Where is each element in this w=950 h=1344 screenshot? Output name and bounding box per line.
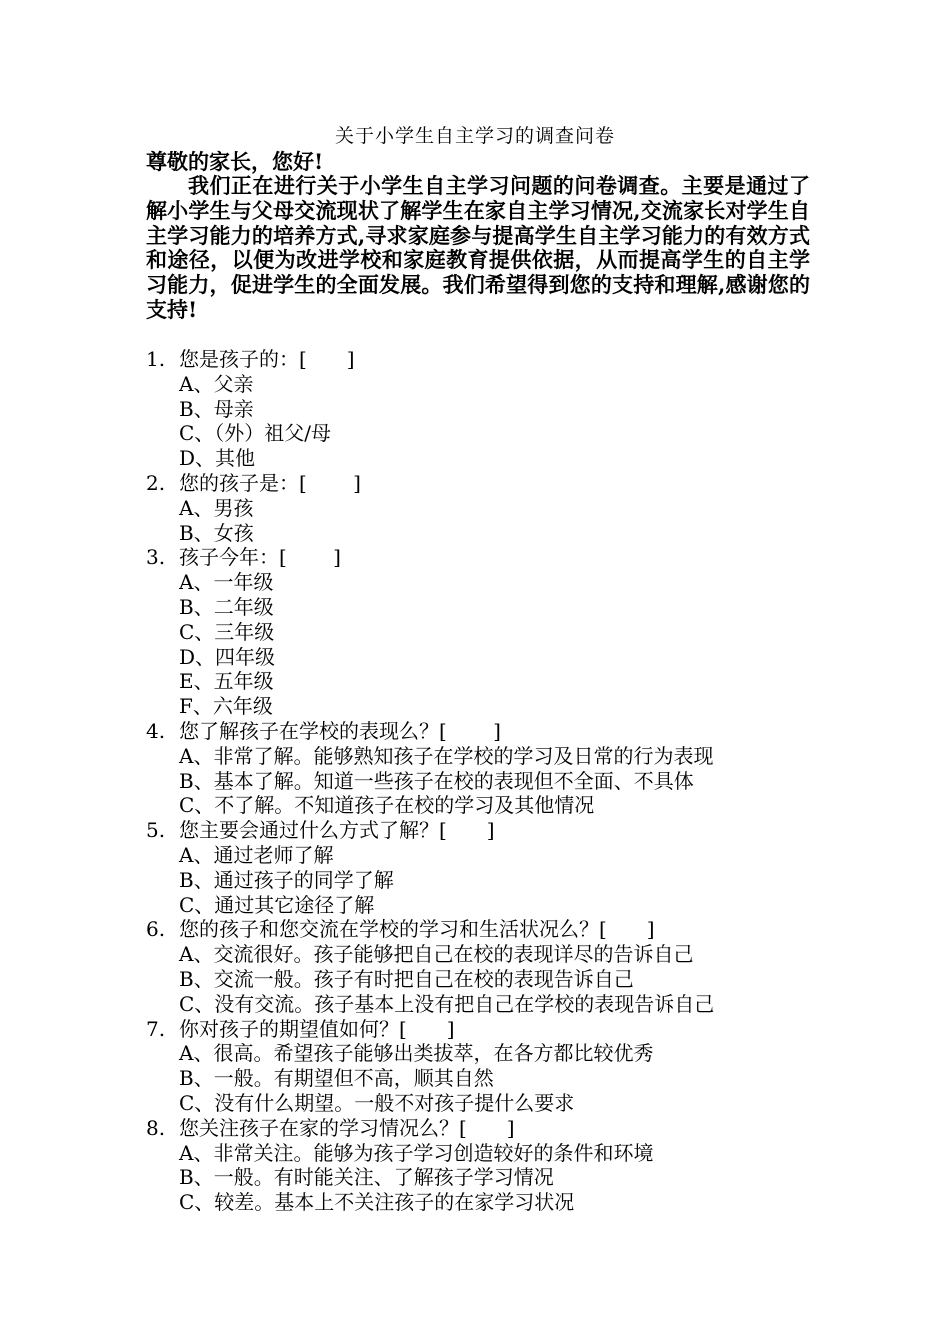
answer-option: B、母亲 [179, 396, 254, 421]
question-title [146, 818, 846, 843]
answer-option: B、交流一般。孩子有时把自己在校的表现告诉自己 [179, 966, 634, 991]
answer-option: C、不了解。不知道孩子在校的学习及其他情况 [179, 793, 595, 818]
question-item [146, 545, 846, 719]
question-title [146, 719, 846, 744]
question-text: 您的孩子和您交流在学校的学习和生活状况么？[ ] [179, 917, 655, 942]
intro-paragraph: 我们正在进行关于小学生自主学习问题的问卷调查。主要是通过了解小学生与父母交流现状了解学生在家自主学习情况,交流家长对学生自主学习能力的培养方式,寻求家庭参与提高学生自主学习能力的有效方式和途径，以便为改进学校和家庭教育提供依据，从而提高学生的自主学习能力，促进学生的全面发展。我们希望得到您的支持和理解,感谢您的支持! [146, 173, 810, 322]
question-title [146, 1017, 846, 1042]
answer-option: A、通过老师了解 [179, 842, 334, 867]
question-text: 孩子今年：[ ] [179, 545, 341, 570]
answer-option: A、非常了解。能够熟知孩子在学校的学习及日常的行为表现 [179, 743, 714, 768]
question-item [146, 1017, 846, 1116]
question-number: 1. [146, 347, 166, 371]
question-number: 6. [146, 917, 166, 942]
question-text: 您关注孩子在家的学习情况么？[ ] [179, 1115, 515, 1140]
question-text: 您是孩子的：[ ] [179, 347, 355, 371]
answer-option: A、一年级 [179, 570, 274, 595]
answer-option: C、通过其它途径了解 [179, 892, 375, 917]
question-title [146, 545, 846, 570]
document-body [146, 150, 810, 323]
question-number: 5. [146, 818, 166, 843]
answer-option: C、没有什么期望。一般不对孩子提什么要求 [179, 1090, 575, 1115]
answer-option: B、二年级 [179, 594, 274, 619]
question-title [146, 347, 846, 372]
answer-option: B、通过孩子的同学了解 [179, 867, 394, 892]
question-title [146, 471, 846, 496]
question-item [146, 719, 846, 818]
answer-option: A、很高。希望孩子能够出类拔萃，在各方都比较优秀 [179, 1041, 654, 1066]
question-title [146, 1116, 846, 1141]
answer-option: C、较差。基本上不关注孩子的在家学习状况 [179, 1190, 575, 1215]
question-number: 4. [146, 718, 166, 743]
answer-option: F、六年级 [179, 694, 273, 719]
answer-option: D、其他 [179, 446, 256, 471]
question-item [146, 1116, 846, 1215]
question-number: 8. [146, 1115, 166, 1140]
question-item [146, 347, 846, 471]
answer-option: B、基本了解。知道一些孩子在校的表现但不全面、不具体 [179, 768, 694, 793]
question-item [146, 818, 846, 917]
answer-option: C、（外）祖父/母 [179, 421, 332, 446]
question-number: 2. [146, 470, 166, 495]
answer-option: B、一般。有期望但不高，顺其自然 [179, 1066, 494, 1091]
answer-option: A、父亲 [179, 371, 254, 396]
answer-option: C、三年级 [179, 619, 275, 644]
answer-option: B、一般。有时能关注、了解孩子学习情况 [179, 1165, 554, 1190]
question-text: 您了解孩子在学校的表现么？[ ] [179, 718, 501, 743]
question-number: 3. [146, 545, 166, 570]
question-title [146, 917, 846, 942]
answer-option: D、四年级 [179, 644, 276, 669]
greeting: 尊敬的家长，您好! [146, 149, 324, 174]
question-text: 你对孩子的期望值如何？[ ] [179, 1016, 455, 1041]
answer-option: C、没有交流。孩子基本上没有把自己在学校的表现告诉自己 [179, 991, 715, 1016]
answer-option: A、男孩 [179, 495, 254, 520]
answer-option: A、非常关注。能够为孩子学习创造较好的条件和环境 [179, 1140, 654, 1165]
question-list [146, 347, 846, 1215]
question-text: 您主要会通过什么方式了解？[ ] [179, 818, 495, 843]
question-item [146, 471, 846, 545]
document-title: 关于小学生自主学习的调查问卷 [334, 125, 615, 147]
answer-option: A、交流很好。孩子能够把自己在校的表现详尽的告诉自己 [179, 942, 694, 967]
answer-option: E、五年级 [179, 669, 274, 694]
question-item [146, 917, 846, 1016]
question-number: 7. [146, 1016, 166, 1041]
answer-option: B、女孩 [179, 520, 254, 545]
question-text: 您的孩子是：[ ] [179, 470, 361, 495]
